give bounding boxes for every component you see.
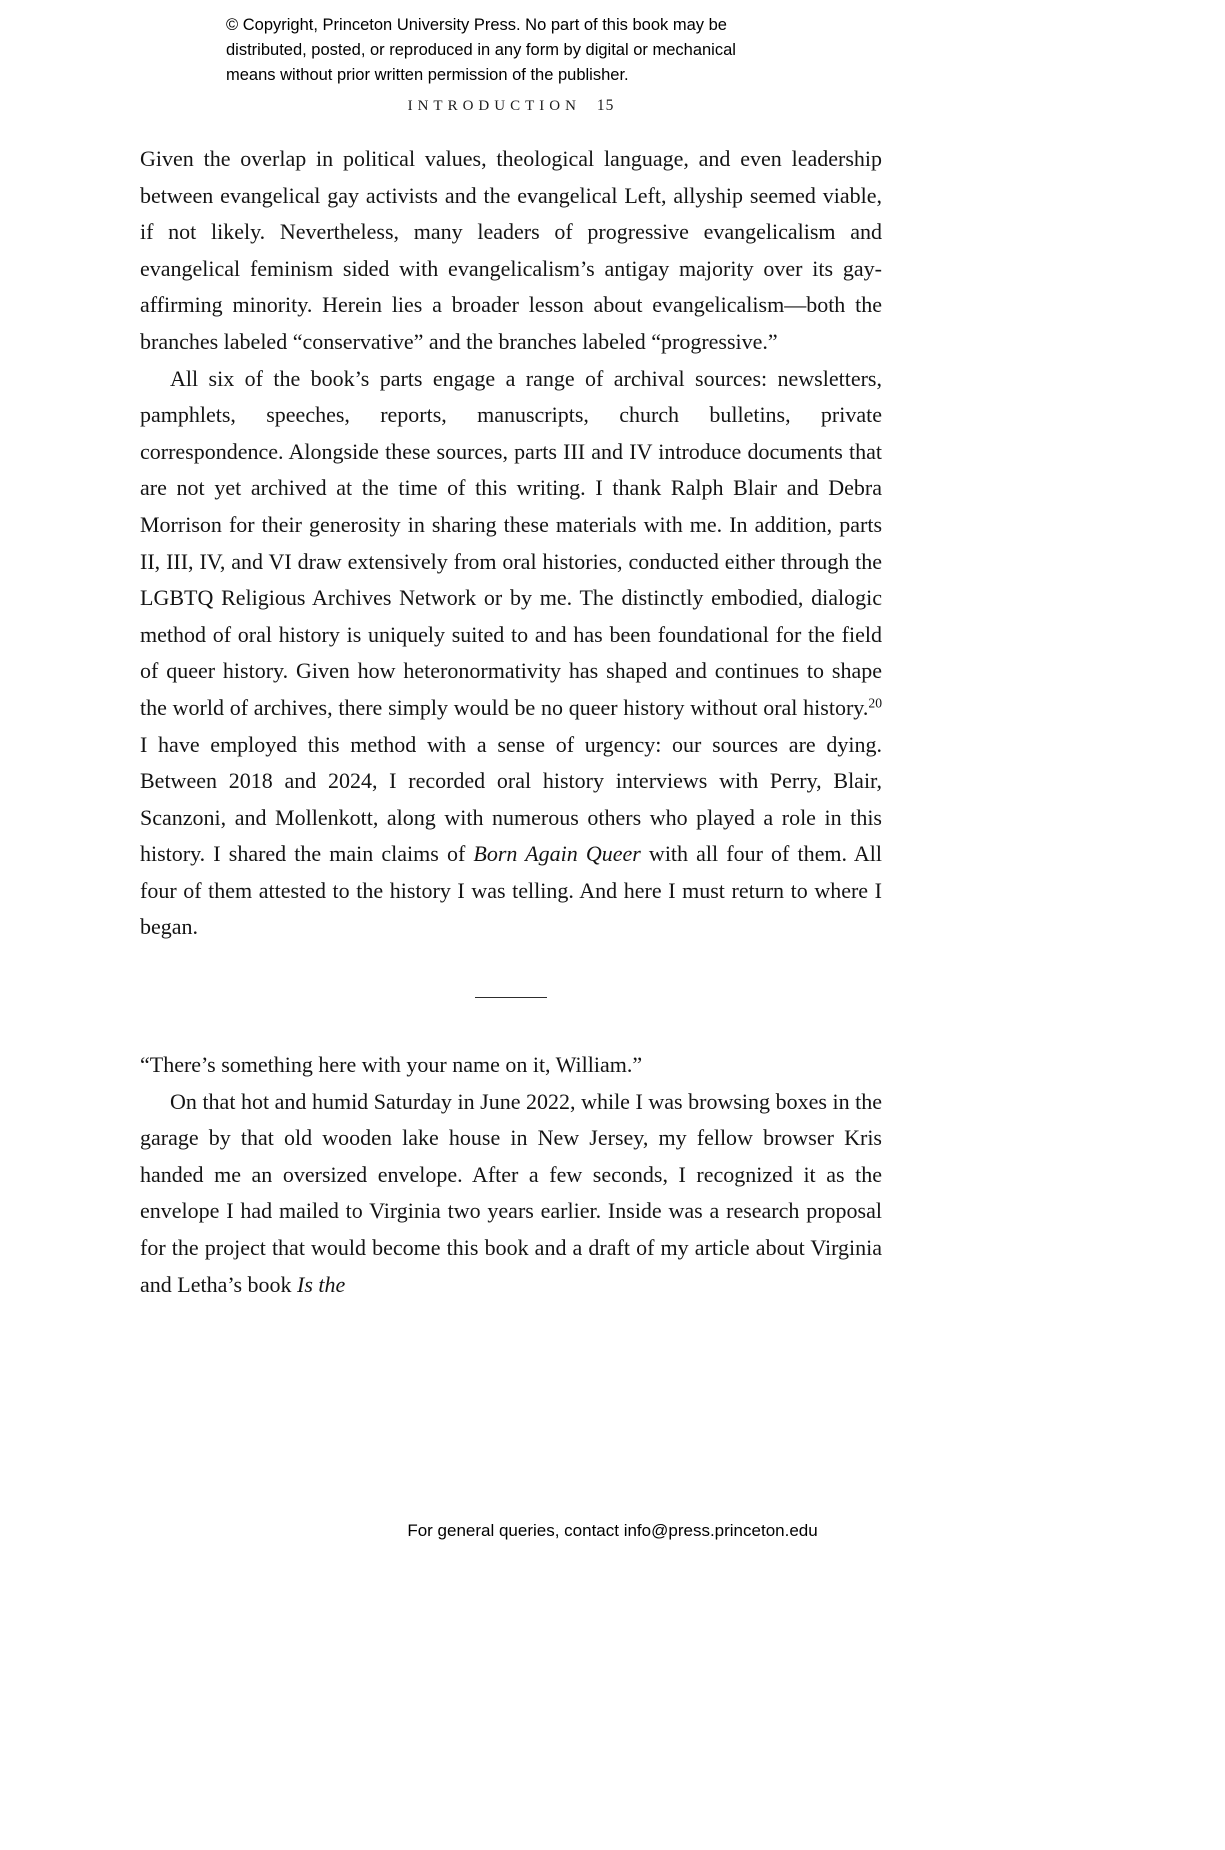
running-head: [140, 97, 882, 115]
copyright-line: © Copyright, Princeton University Press. No part of this book may be: [226, 16, 727, 34]
paragraph-4-text: On that hot and humid Saturday in June 2022, while I was browsing boxes in the garage by that old wooden lake house in New Jersey, my fellow browser Kris handed me an oversized envelope. After a few seconds, I recognized it as the envelope I had mailed to Virginia two years earlier. Inside was a research proposal for the project that would become this book and a draft of my article about Virginia and Letha’s book: [140, 1088, 882, 1297]
paragraph-1: Given the overlap in political values, theological language, and even leadership between evangelical gay activists and the evangelical Left, allyship seemed viable, if not likely. Nevertheless, many leaders of progressive evangelicalism and evangelical feminism sided with evangelicalism’s antigay majority over its gay-affirming minority. Herein lies a broader lesson about evangelicalism—both the branches labeled “conservative” and the branches labeled “progressive.”: [140, 146, 882, 354]
paragraph-2-text-b: I have employed this method with a sense of urgency: our sources are dying. Between 2018 and 2024, I recorded oral history interviews with Perry, Blair, Scanzoni, and Mollenkott, along with numerous others who played a role in this history. I shared the main claims of: [140, 731, 882, 867]
running-head-title: INTRODUCTION: [407, 98, 581, 114]
paragraph-4: [140, 1084, 882, 1304]
page-footer: For general queries, contact info@press.princeton.edu: [407, 1521, 818, 1540]
book-title-born-again-queer: Born Again Queer: [473, 841, 641, 867]
paragraph-3: “There’s something here with your name on it, William.”: [140, 1052, 643, 1078]
page-number: 15: [596, 97, 615, 114]
paragraph-2: [140, 361, 882, 947]
footnote-reference-20: 20: [868, 695, 882, 711]
book-title-fragment-italic: Is the: [297, 1271, 346, 1297]
paragraph-2-text-a: All six of the book’s parts engage a range of archival sources: newsletters, pamphlets, speeches, reports, manuscripts, church bulletins, private correspondence. Alongside these sources, parts III and IV introduce documents that are not yet archived at the time of this writing. I thank Ralph Blair and Debra Morrison for their generosity in sharing these materials with me. In addition, parts II, III, IV, and VI draw extensively from oral histories, conducted either through the LGBTQ Religious Archives Network or by me. The distinctly embodied, dialogic method of oral history is uniquely suited to and has been foundational for the field of queer history. Given how heteronormativity has shaped and continues to shape the world of archives, there simply would be no queer history without oral history.: [140, 365, 882, 720]
section-break-rule: [475, 997, 547, 998]
paragraph-2-text-c: with all four of them. All four of them attested to the history I was telling. And here I must return to where I began.: [140, 841, 883, 940]
page-body: [140, 141, 882, 1303]
copyright-line: means without prior written permission of the publisher.: [226, 66, 629, 84]
copyright-notice: [226, 13, 866, 88]
copyright-line: distributed, posted, or reproduced in any form by digital or mechanical: [226, 41, 736, 59]
